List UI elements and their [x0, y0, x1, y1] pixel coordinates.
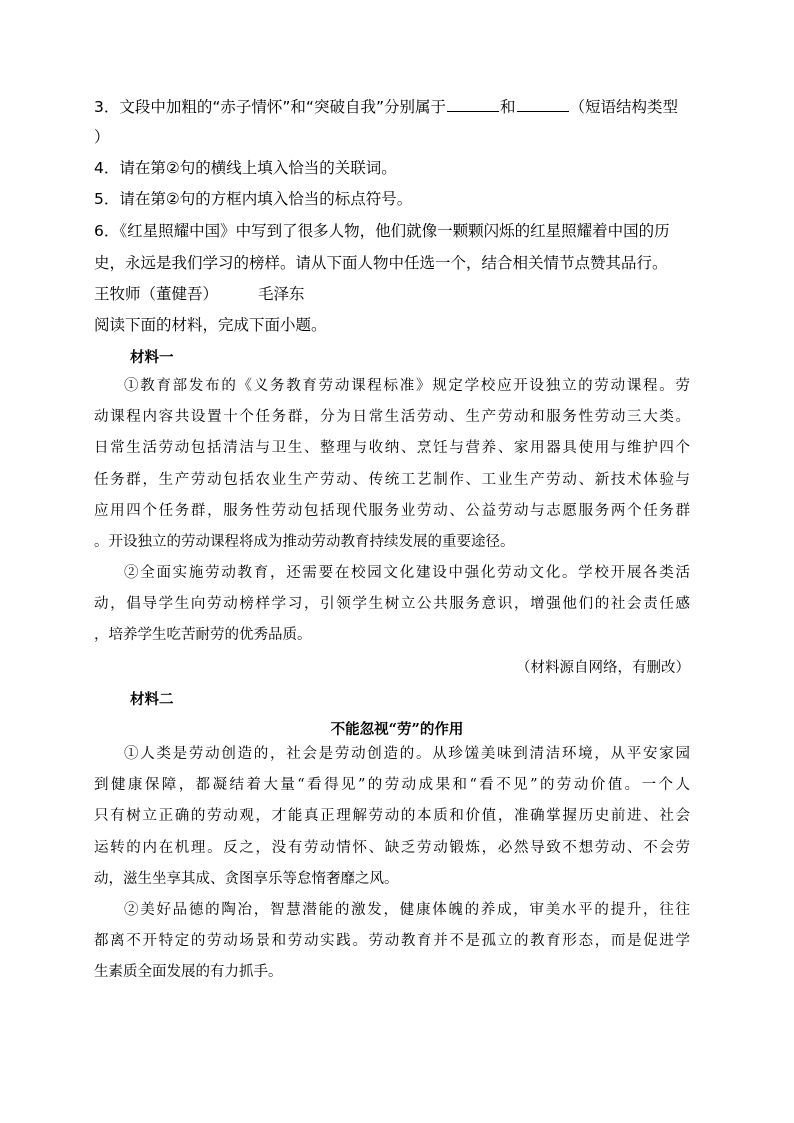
text-line: 生素质全面发展的有力抓手。 [94, 964, 283, 981]
text-line: 任务群，生产劳动包括农业生产劳动、传统工艺制作、工业生产劳动、新技术体验与 [94, 471, 690, 488]
reading-instruction: 阅读下面的材料，完成下面小题。 [94, 316, 327, 334]
material-2-title: 不能忽视“劳”的作用 [330, 721, 464, 738]
material-1-paragraph-2 [94, 558, 690, 652]
material-1-paragraph-1 [94, 371, 690, 558]
text-line: 动课程内容共设置十个任务群，分为日常生活劳动、生产劳动和服务性劳动三大类。 [94, 409, 690, 426]
text-line: 日常生活劳动包括清洁与卫生、整理与收纳、烹饪与营养、家用器具使用与维护四个 [94, 440, 690, 457]
text-line: 都离不开特定的劳动场景和劳动实践。劳动教育并不是孤立的教育形态，而是促进学 [94, 933, 690, 950]
question-3 [94, 97, 678, 117]
text-line: ，培养学生吃苦耐劳的优秀品质。 [94, 627, 312, 644]
question-6-option-1: 王牧师（董健吾） [94, 285, 219, 303]
text-line: 到健康保障，都凝结着大量“看得见”的劳动成果和“看不见”的劳动价值。一个人 [94, 777, 690, 794]
answer-blank-2[interactable] [517, 97, 569, 112]
text-line: 只有树立正确的劳动观，才能真正理解劳动的本质和价值，准确掌握历史前进、社会 [94, 808, 690, 825]
question-4: 4．请在第②句的横线上填入恰当的关联词。 [94, 159, 397, 177]
question-6-line-1: 6．《红星照耀中国》中写到了很多人物，他们就像一颗颗闪烁的红星照耀着中国的历 [94, 222, 670, 240]
question-3-text: 3．文段中加粗的“赤子情怀”和“突破自我”分别属于 [94, 98, 446, 116]
text-line: 运转的内在机理。反之，没有劳动情怀、缺乏劳动锻炼，必然导致不想劳动、不会劳 [94, 839, 690, 856]
text-line: ②全面实施劳动教育，还需要在校园文化建设中强化劳动文化。学校开展各类活 [124, 565, 690, 581]
question-6-option-2: 毛泽东 [258, 285, 305, 303]
text-line: 动，滋生坐享其成、贪图享乐等怠惰奢靡之风。 [94, 870, 399, 887]
text-line: ①教育部发布的《义务教育劳动课程标准》规定学校应开设独立的劳动课程。劳 [124, 378, 690, 394]
text-line: ①人类是劳动创造的，社会是劳动创造的。从珍馐美味到清洁环境，从平安家园 [124, 746, 690, 762]
answer-blank-1[interactable] [447, 97, 499, 112]
material-2-paragraph-2 [94, 895, 690, 989]
question-5: 5．请在第②句的方框内填入恰当的标点符号。 [94, 190, 413, 208]
question-3-connector: 和 [499, 98, 516, 116]
question-6-line-2: 史，永远是我们学习的榜样。请从下面人物中任选一个，结合相关情节点赞其品行。 [94, 254, 668, 272]
text-line: 动，倡导学生向劳动榜样学习，引领学生树立公共服务意识，增强他们的社会责任感 [94, 596, 690, 613]
text-line: 。开设独立的劳动课程将成为推动劳动教育持续发展的重要途径。 [94, 533, 515, 550]
material-2-heading: 材料二 [130, 691, 174, 708]
text-line: 应用四个任务群，服务性劳动包括现代服务业劳动、公益劳动与志愿服务两个任务群 [94, 502, 690, 519]
material-1-heading: 材料一 [130, 349, 174, 366]
question-3-close-paren: ） [94, 128, 110, 146]
material-1-source: （材料源自网络，有删改） [516, 660, 690, 676]
material-2-paragraph-1 [94, 739, 690, 895]
text-line: ②美好品德的陶冶，智慧潜能的激发，健康体魄的养成，审美水平的提升，往往 [124, 902, 690, 918]
question-3-suffix: （短语结构类型 [569, 98, 679, 116]
